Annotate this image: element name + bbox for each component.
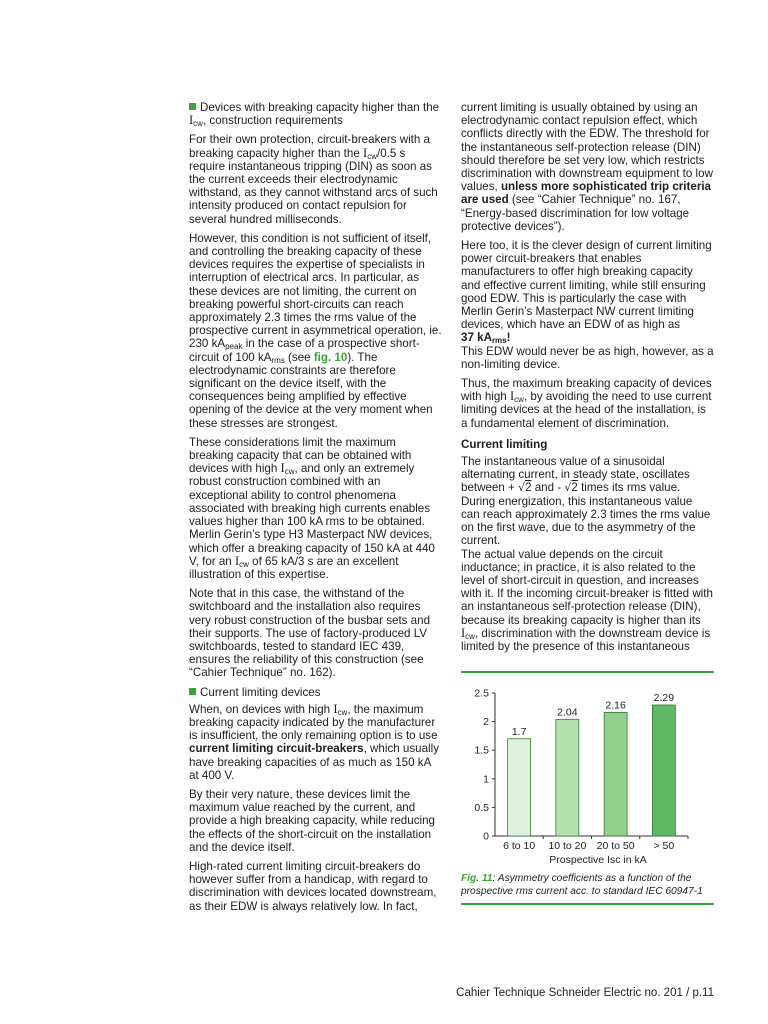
x-tick-label: 10 to 20 bbox=[548, 840, 587, 852]
green-bullet-icon bbox=[189, 103, 196, 110]
paragraph: The instantaneous value of a sinusoidal alternating current, in steady state, oscillates between + √2 and - √2 times its rms value. During energization, this instantaneous value can reach approximately 2.3 times the rms value on the first wave, due to the asymmetry of the current. bbox=[461, 455, 711, 548]
x-tick-label: > 50 bbox=[653, 840, 675, 852]
y-tick-label: 1 bbox=[483, 773, 489, 786]
right-column bbox=[461, 101, 714, 659]
caption-text: : Asymmetry coefficients as a function of the prospective rms current acc. to standard IEC 60947-1 bbox=[461, 873, 703, 897]
x-axis-label: Prospective Isc in kA bbox=[549, 854, 647, 866]
bar-value-label: 2.04 bbox=[557, 706, 578, 719]
bar-chart bbox=[461, 677, 714, 869]
y-tick-label: 0.5 bbox=[474, 801, 489, 814]
figure-top-rule bbox=[461, 671, 714, 673]
figure-caption bbox=[461, 873, 714, 898]
figure-bottom-rule bbox=[461, 903, 714, 905]
left-column bbox=[189, 101, 442, 919]
page-footer: Cahier Technique Schneider Electric no. 201 / p.11 bbox=[456, 987, 714, 999]
y-tick-label: 2.5 bbox=[474, 687, 489, 700]
paragraph: For their own protection, circuit-breakers with a breaking capacity higher than the $I_{cw}/0.5$ s require instantaneous tripping (DIN) as soon as the current exceeds their electrodynamic withstand, as they cannot withstand arcs of such intensity produced on contact repulsion for several hundred milliseconds. bbox=[189, 133, 438, 226]
paragraph: By their very nature, these devices limit the maximum value reached by the current, and provide a high breaking capacity, while reducing the effects of the short-circuit on the installation and the device itself. bbox=[189, 787, 435, 854]
paragraph: When, on devices with high $I_{cw}$, the maximum breaking capacity indicated by the manufacturer is insufficient, the only remaining option is to use current limiting circuit-breakers, which usually have breaking capacities of as much as 150 kA at 400 V. bbox=[189, 701, 440, 782]
sqrt-2-expression: √2 bbox=[564, 481, 578, 495]
bar-value-label: 2.29 bbox=[653, 692, 675, 705]
paragraph: These considerations limit the maximum breaking capacity that can be obtained with devices with high $I_{cw}$, and only an extremely robust construction combined with an exceptional ability to control phenomena associated with breaking high currents enables values higher than 100 kA rms to be obtained. Merlin Gerin’s type H3 Masterpact NW devices, which offer a breaking capacity of 150 kA at 440 V, for an $I_{cw}$ of 65 kA/3 s are an excellent illustration of this expertise. bbox=[189, 435, 435, 581]
bar-value-label: 1.7 bbox=[511, 725, 527, 738]
sqrt-2-expression: √2 bbox=[518, 481, 532, 495]
x-tick-label: 6 to 10 bbox=[503, 840, 536, 852]
x-tick-label: 20 to 50 bbox=[596, 840, 635, 852]
paragraph: However, this condition is not sufficient of itself, and controlling the breaking capacity of these devices requires the expertise of specialists in interruption of electrical arcs. In particular, as these devices are not limiting, the current on breaking powerful short-circuits can reach approximately 2.3 times the rms value of the prospective current in asymmetrical operation, ie. 230 $kA_{peak}$ in the case of a prospective short-circuit of 100 $kA_{rms}$ (see fig. 10). The electrodynamic constraints are therefore significant on the device itself, with the consequences being amplified by effective opening of the device at the very moment when these stresses are strongest. bbox=[189, 231, 442, 430]
bar-value-label: 2.16 bbox=[605, 699, 626, 712]
paragraph: High-rated current limiting circuit-breakers do however suffer from a handicap, with regard to discrimination with devices located downstream, as their EDW is always relatively low. In fact, bbox=[189, 859, 437, 913]
bar bbox=[556, 719, 579, 836]
bar bbox=[604, 712, 627, 836]
y-tick-label: 0 bbox=[483, 830, 489, 843]
section-heading-current-limiting: Current limiting bbox=[461, 437, 548, 451]
paragraph: Here too, it is the clever design of current limiting power circuit-breakers that enables manufacturers to offer high breaking capacity and effective current limiting, while still ensuring good EDW. This is particularly the case with Merlin Gerin’s Masterpact NW current limiting devices, which have an EDW of as high as 37 $kA_{rms}$! This EDW would never be as high, however, as a non-limiting device. bbox=[461, 239, 714, 371]
bar bbox=[508, 739, 531, 836]
y-tick-label: 2 bbox=[483, 716, 489, 729]
green-bullet-icon bbox=[189, 688, 196, 695]
paragraph: The actual value depends on the circuit inductance; in practice, it is also related to the level of short-circuit in question, and increases with it. If the incoming circuit-breaker is fitted with an instantaneous self-protection release (DIN), because its breaking capacity is higher than its $I_{cw}$, discrimination with the downstream device is limited by the presence of this instantaneous bbox=[461, 547, 713, 653]
figure-number: Fig. 11 bbox=[461, 873, 493, 884]
figure-reference: fig. 10 bbox=[313, 350, 348, 364]
paragraph: Thus, the maximum breaking capacity of devices with high $I_{cw}$, by avoiding the need to use current limiting devices at the head of the installation, is a fundamental element of discrimination. bbox=[461, 377, 712, 430]
y-tick-label: 1.5 bbox=[474, 744, 489, 757]
bar bbox=[652, 705, 675, 836]
section-heading-construction: Devices with breaking capacity higher than the $I_{cw}$, construction requirements bbox=[189, 101, 440, 129]
paragraph: current limiting is usually obtained by using an electrodynamic contact repulsion effect, which conflicts directly with the EDW. The threshold for the instantaneous self-protection release (DIN) should therefore be set very low, which restricts discrimination with downstream equipment to low values, unless more sophisticated trip criteria are used (see “Cahier Technique” no. 167, “Energy-based discrimination for low voltage protective devices”). bbox=[461, 101, 713, 233]
paragraph: Note that in this case, the withstand of the switchboard and the installation also requires very robust construction of the busbar sets and their supports. The use of factory-produced LV switchboards, tested to standard IEC 439, ensures the reliability of this construction (see “Cahier Technique” no. 162). bbox=[189, 587, 431, 680]
section-heading-current-limiting-devices: Current limiting devices bbox=[189, 686, 442, 699]
